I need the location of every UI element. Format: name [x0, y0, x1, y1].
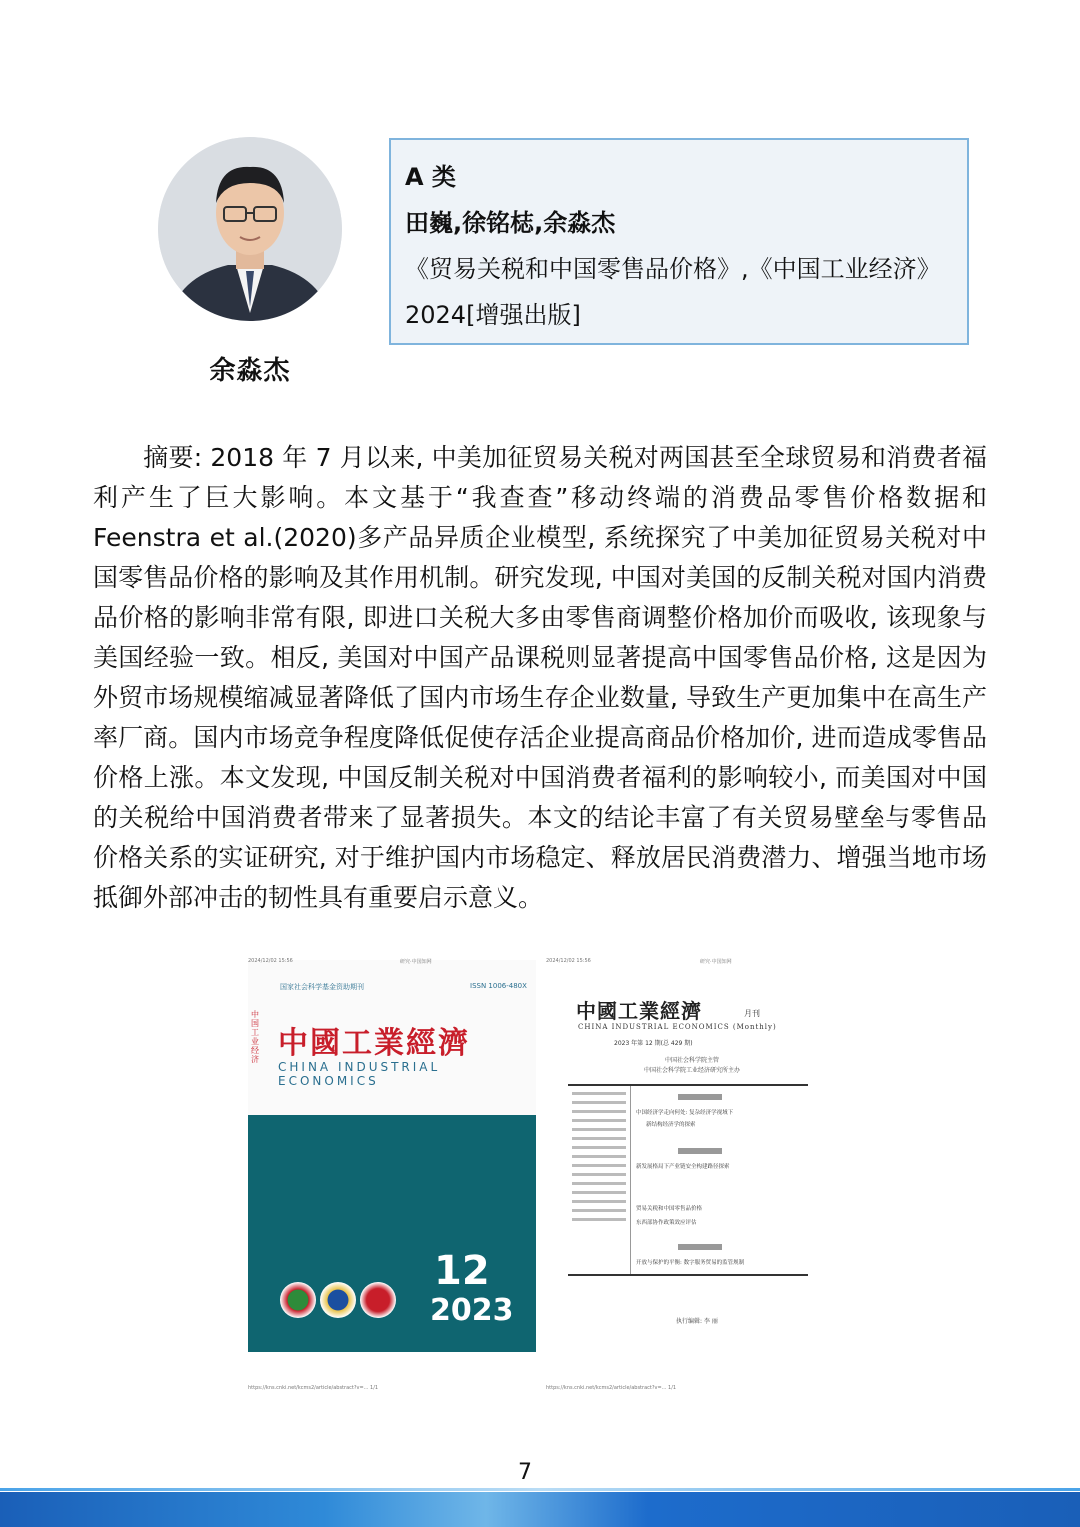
toc-section-tag — [678, 1244, 722, 1250]
toc-supervisor-block — [622, 1056, 762, 1076]
toc-monthly: 月刊 — [744, 1009, 760, 1018]
abstract-text: 摘要: 2018 年 7 月以来, 中美加征贸易关税对两国甚至全球贸易和消费者福利产生了巨大影响。本文基于“我查查”移动终端的消费品零售价格数据和 Feenstra et al.(2020)多产品异质企业模型, 系统探究了中美加征贸易关税对中国零售品价格的影响及其作用机制。研究发现, 中国对美国的反制关税对国内消费品价格的影响非常有限, 即进口关税大多由零售商调整价格加价而吸收, 该现象与美国经验一致。相反, 美国对中国产品课税则显著提高中国零售品价格, 这是因为外贸市场规模缩减显著降低了国内市场生存企业数量, 导致生产更加集中在高生产率厂商。国内市场竞争程度降低促使存活企业提高商品价格加价, 进而造成零售品价格上涨。本文发现, 中国反制关税对中国消费者福利的影响较小, 而美国对中国的关税给中国消费者带来了显著损失。本文的结论丰富了有关贸易壁垒与零售品价格关系的实证研究, 对于维护国内市场稳定、释放居民消费潜力、增强当地市场抵御外部冲击的韧性具有重要启示意义。 — [93, 443, 987, 912]
cover-title-cn: 中國工業經濟 — [278, 1026, 470, 1061]
toc-title-en: CHINA INDUSTRIAL ECONOMICS (Monthly) — [578, 1023, 777, 1031]
author-photo — [158, 137, 342, 321]
cover-logo-1-icon — [280, 1282, 316, 1318]
journal-contents-image — [546, 960, 836, 1352]
cover-logo-2-icon — [320, 1282, 356, 1318]
award-info-box — [389, 138, 969, 345]
footer-divider — [0, 1488, 1080, 1491]
cover-vertical-title: 中国工业经济 — [251, 1010, 259, 1064]
page-number: 7 — [518, 1460, 532, 1485]
award-category: A 类 — [405, 163, 456, 191]
cover-title-en: CHINA INDUSTRIAL ECONOMICS — [278, 1060, 441, 1088]
publication-edition: 2024[增强出版] — [405, 301, 581, 329]
footer-band — [0, 1492, 1080, 1527]
cover-sponsor: 国家社会科学基金资助期刊 — [280, 983, 364, 991]
toc-item: 新发展格局下产业链安全构建路径探索 — [636, 1164, 730, 1170]
publication-title: 《贸易关税和中国零售品价格》,《中国工业经济》 — [405, 255, 941, 283]
cover-header — [248, 960, 536, 1115]
cover-timestamp: 2024/12/02 15:56 — [248, 958, 293, 964]
toc-contents-box — [568, 1084, 808, 1276]
cover-logo-3-icon — [360, 1282, 396, 1318]
portrait-photo — [158, 137, 342, 321]
toc-timestamp: 2024/12/02 15:56 — [546, 958, 591, 964]
toc-source: 研究·中国知网 — [700, 959, 732, 965]
award-authors: 田巍,徐铭梽,余淼杰 — [405, 209, 616, 237]
author-name: 余淼杰 — [209, 356, 291, 386]
journal-cover-image — [248, 960, 536, 1352]
toc-editor: 执行编辑: 李 丽 — [676, 1318, 718, 1325]
cover-year: 2023 — [430, 1293, 514, 1328]
toc-masthead-column — [568, 1086, 631, 1274]
cover-source: 研究·中国知网 — [400, 959, 432, 965]
cover-issn: ISSN 1006-480X — [470, 982, 527, 990]
toc-title-cn: 中國工業經濟 — [576, 999, 702, 1023]
toc-issue-line: 2023 年第 12 期(总 429 期) — [614, 1040, 693, 1047]
toc-item: 新结构经济学的探索 — [646, 1122, 696, 1128]
toc-item: 开放与保护的平衡: 数字服务贸易的监管规制 — [636, 1260, 745, 1266]
abstract — [93, 438, 987, 918]
toc-supervisor: 中国社会科学院主管 — [664, 1057, 719, 1064]
toc-host: 中国社会科学院工业经济研究所主办 — [643, 1067, 740, 1074]
toc-item: 东西部协作政策效应评估 — [636, 1220, 697, 1226]
toc-item: 中国经济学走向何处: 复杂经济学视域下 — [636, 1110, 734, 1116]
toc-item: 贸易关税和中国零售品价格 — [636, 1206, 703, 1212]
cover-issue-number: 12 — [434, 1248, 490, 1294]
toc-section-tag — [678, 1148, 722, 1154]
cover-url: https://kns.cnki.net/kcms2/article/abstract?v=... 1/1 — [248, 1385, 379, 1391]
toc-section-tag — [678, 1094, 722, 1100]
toc-url: https://kns.cnki.net/kcms2/article/abstract?v=... 1/1 — [546, 1385, 677, 1391]
